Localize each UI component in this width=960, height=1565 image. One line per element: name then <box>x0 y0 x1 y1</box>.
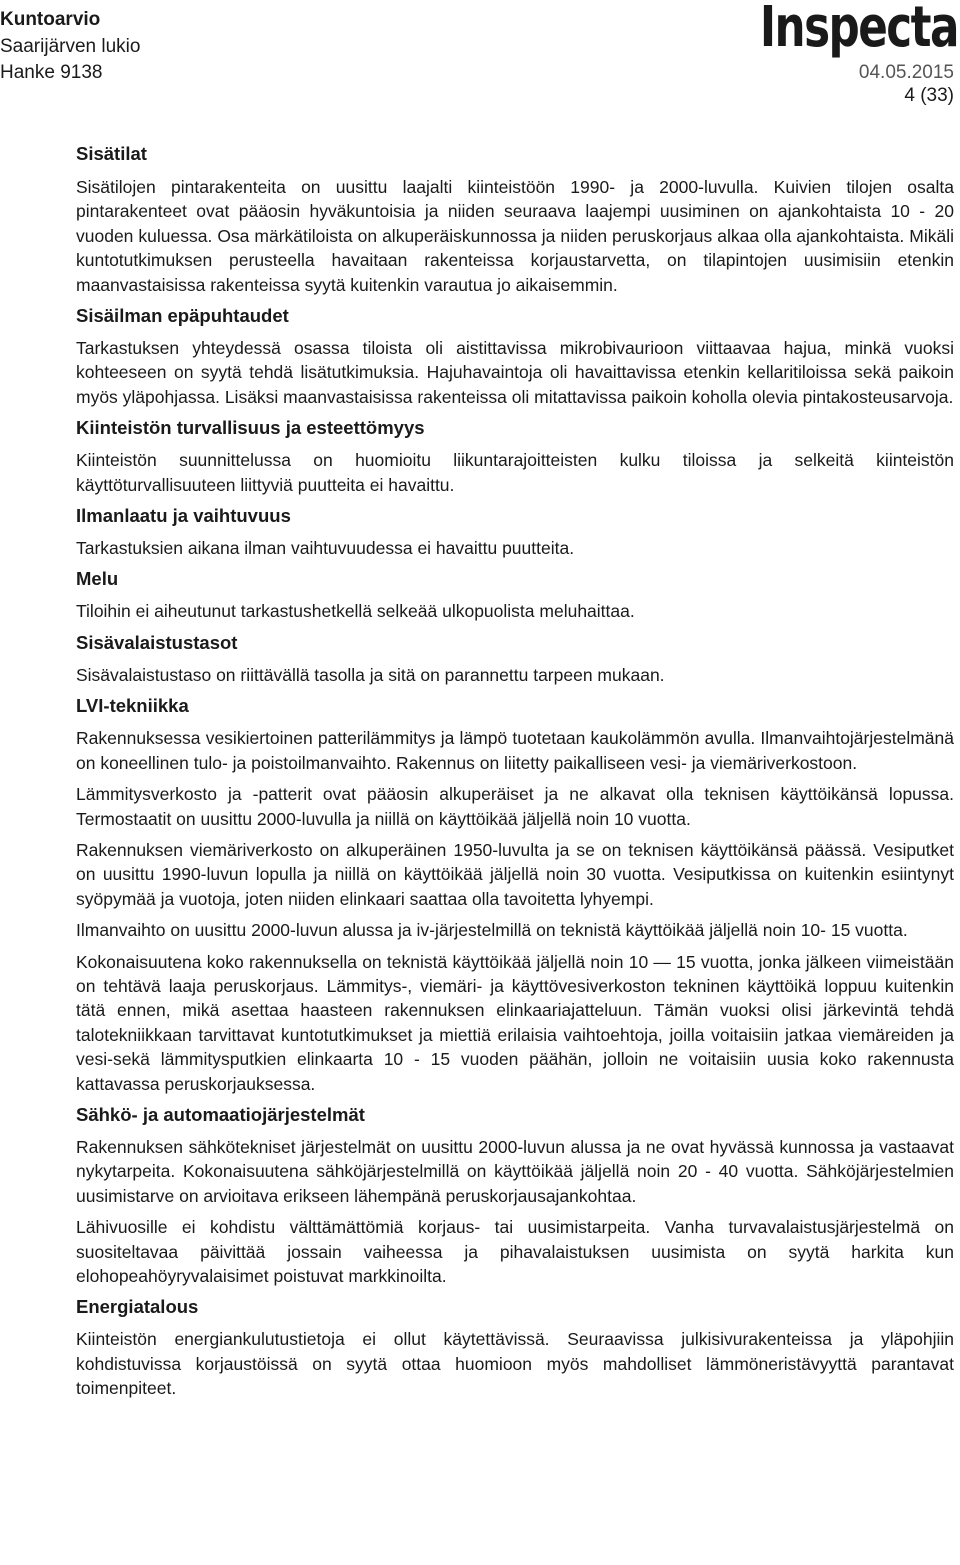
paragraph: Kiinteistön energiankulutustietoja ei ollut käytettävissä. Seuraavissa julkisivurakenteissa ja yläpohjiin kohdistuvissa korjaustöissä on syytä ottaa huomioon myös mahdolliset lämmöneristävyyttä parantavat toimenpiteet. <box>76 1329 954 1399</box>
section-heading: Energiatalous <box>76 1296 199 1318</box>
section-energiatalous <box>76 1294 954 1400</box>
document-date: 04.05.2015 <box>858 62 954 83</box>
paragraph: Kiinteistön suunnittelussa on huomioitu liikuntarajoitteisten kulku tiloissa ja selkeitä kiinteistön käyttöturvallisuuteen liittyviä puutteita ei havaittu. <box>76 450 954 495</box>
paragraph: Ilmanvaihto on uusittu 2000-luvun alussa ja iv-järjestelmillä on teknistä käyttöikää jäljellä noin 10- 15 vuotta. <box>76 920 908 941</box>
paragraph: Sisävalaistustaso on riittävällä tasolla ja sitä on parannettu tarpeen mukaan. <box>76 664 665 685</box>
section-heading: Sisävalaistustasot <box>76 631 238 653</box>
section-sisavalaistustasot <box>76 630 954 687</box>
paragraph: Kokonaisuutena koko rakennuksella on teknistä käyttöikää jäljellä noin 10 — 15 vuotta, jonka jälkeen viimeistään on tehtävä laaja peruskorjaus. Lämmitys-, viemäri- ja käyttövesiverkoston tekninen käyttöikä loppuu kuitenkin tätä ennen, mikä asettaa haasteen rakennuksen elinkaariajatteluun. Tämän vuoksi olisi järkevintä tehdä talotekniikkaan tarvittavat kuntotutkimukset ja miettiä erilaisia vaihtoehtoja, joilla voitaisiin jatkaa viemäreiden ja vesi-sekä lämmitysputkien elinkaarta 10 - 15 vuoden päähän, jolloin ne voitaisiin uusia koko rakennusta kattavassa peruskorjauksessa. <box>76 951 954 1094</box>
section-heading: Sisäilman epäpuhtaudet <box>76 305 289 327</box>
section-ilmanlaatu <box>76 503 954 560</box>
section-lvi-tekniikka <box>76 693 954 1096</box>
paragraph: Lähivuosille ei kohdistu välttämättömiä korjaus- tai uusimistarpeita. Vanha turvavalaistusjärjestelmä on suositeltavaa päivittää jossain vaiheessa ja pihavalaistuksen uusimista on syytä harkita kun elohopeahöyryvalaisimet poistuvat markkinoilta. <box>76 1217 954 1286</box>
page-header <box>0 0 960 110</box>
project-number: Hanke 9138 <box>0 62 103 83</box>
paragraph: Rakennuksen sähkötekniset järjestelmät on uusittu 2000-luvun alussa ja ne ovat hyvässä kunnossa ja vastaavat nykytarpeita. Kokonaisuutena sähköjärjestelmillä on käyttöikää jäljellä noin 20 - 40 vuotta. Sähköjärjestelmien uusimistarve on arvioitava erikseen lähempänä peruskorjausajankohtaa. <box>76 1136 954 1206</box>
section-heading: Sisätilat <box>76 143 147 164</box>
section-sisailman-epapuhtaudet <box>76 303 954 409</box>
paragraph: Rakennuksen viemäriverkosto on alkuperäinen 1950-luvulta ja se on teknisen käyttöikänsä päässä. Vesiputket on uusittu 1990-luvun lopulla ja niillä on käyttöikää jäljellä noin 30 vuotta. Vesiputkissa on kuitenkin esiintynyt syöpymää ja vuotoja, joten niiden elinkaari saattaa olla tavoitetta lyhyempi. <box>76 839 954 909</box>
paragraph: Lämmitysverkosto ja -patterit ovat pääosin alkuperäiset ja ne alkavat olla teknisen käyttöikänsä lopussa. Termostaatit on uusittu 2000-luvulla ja niillä on käyttöikää jäljellä noin 10 vuotta. <box>76 784 954 829</box>
section-heading: Kiinteistön turvallisuus ja esteettömyys <box>76 417 425 439</box>
page-number: 4 (33) <box>904 85 954 106</box>
paragraph: Rakennuksessa vesikiertoinen patterilämmitys ja lämpö tuotetaan kaukolämmön avulla. Ilmanvaihtojärjestelmänä on koneellinen tulo- ja poistoilmanvaihto. Rakennus on liitetty paikalliseen vesi- ja viemäriverkostoon. <box>76 728 954 773</box>
section-sahko-automaatio <box>76 1102 954 1288</box>
section-heading: Sähkö- ja automaatiojärjestelmät <box>76 1103 365 1125</box>
paragraph: Sisätilojen pintarakenteita on uusittu laajalti kiinteistöön 1990- ja 2000-luvulla. Kuivien tilojen osalta pintarakenteet ovat pääosin hyväkuntoisia ja niiden seuraava laajempi uusiminen on ajankohtaista 10 - 20 vuoden kuluessa. Osa märkätiloista on alkuperäiskunnossa ja niiden peruskorjaus alkaa olla ajankohtaista. Mikäli kuntotutkimuksen perusteella havaitaan rakenteissa korjaustarvetta, on tilapintojen uusimisiin etenkin maanvastaisissa rakenteissa syytä kuitenkin varautua jo aikaisemmin. <box>76 177 954 295</box>
section-melu <box>76 566 954 623</box>
paragraph: Tarkastuksen yhteydessä osassa tiloista oli aistittavissa mikrobivaurioon viittaavaa hajua, minkä vuoksi kohteeseen on syytä tehdä lisätutkimuksia. Hajuhavaintoja oli havaittavissa etenkin kellaritiloissa sekä paikoin myös yläpohjassa. Lisäksi maanvastaisissa rakenteissa oli mitattavissa paikoin koholla olevia pintakosteusarvoja. <box>76 338 954 407</box>
document-body <box>76 141 954 1407</box>
section-heading: Melu <box>76 568 119 590</box>
paragraph: Tarkastuksien aikana ilman vaihtuvuudessa ei havaittu puutteita. <box>76 538 575 559</box>
section-heading: Ilmanlaatu ja vaihtuvuus <box>76 505 291 527</box>
document-subtitle: Saarijärven lukio <box>0 36 141 57</box>
section-turvallisuus <box>76 415 954 497</box>
paragraph: Tiloihin ei aiheutunut tarkastushetkellä selkeää ulkopuolista meluhaittaa. <box>76 601 635 622</box>
document-title: Kuntoarvio <box>0 9 101 30</box>
inspecta-logo: Inspecta <box>759 0 958 60</box>
section-sisatilat <box>76 141 954 297</box>
section-heading: LVI-tekniikka <box>76 695 189 717</box>
